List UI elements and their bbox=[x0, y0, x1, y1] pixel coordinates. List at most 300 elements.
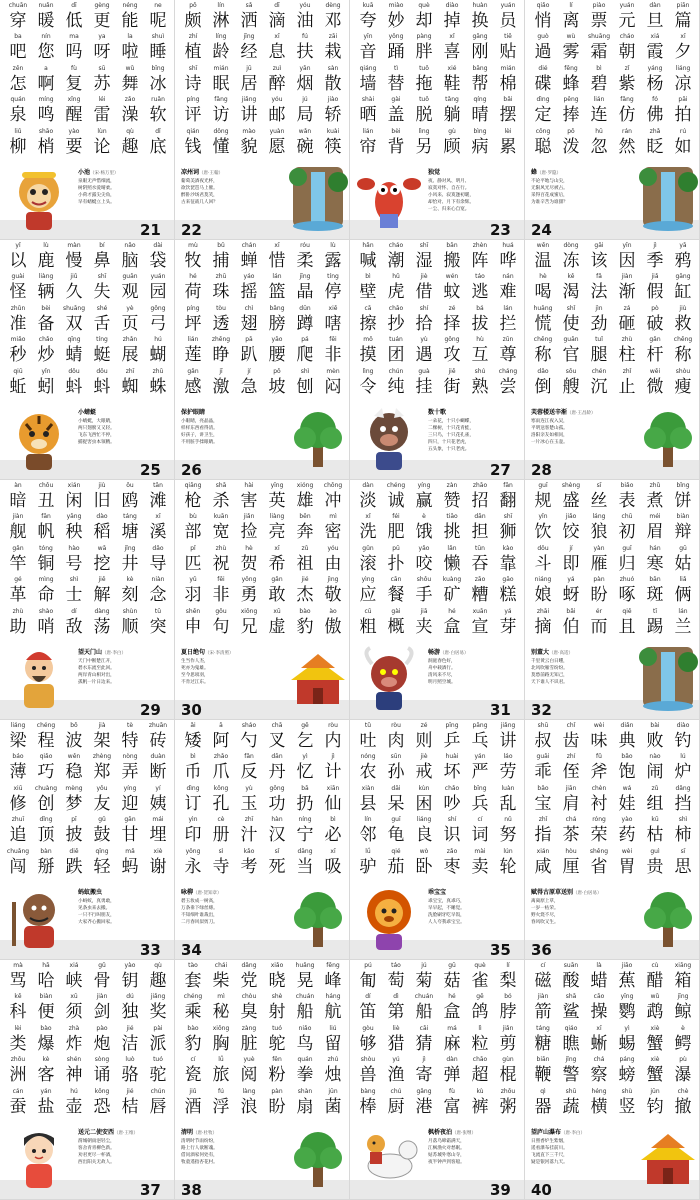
hanzi-character: 遇 bbox=[415, 345, 433, 366]
hanzi-character: 柴 bbox=[212, 971, 230, 991]
hanzi-character: 钓 bbox=[674, 731, 692, 751]
pinyin-label: gǔn bbox=[362, 544, 374, 552]
character-cell bbox=[641, 242, 669, 273]
character-cell bbox=[144, 336, 172, 367]
character-cell bbox=[235, 368, 263, 399]
pinyin-label: sū bbox=[98, 64, 106, 72]
pinyin-label: shuāng bbox=[587, 33, 611, 41]
hanzi-character: 蚜 bbox=[562, 585, 580, 606]
hanzi-character: 浮 bbox=[212, 1096, 230, 1117]
hanzi-character: 择 bbox=[443, 313, 461, 334]
pinyin-label: zhǎo bbox=[213, 753, 229, 761]
pinyin-label: hè bbox=[539, 273, 547, 281]
hanzi-character: 客 bbox=[37, 1065, 55, 1086]
character-cell bbox=[613, 368, 641, 399]
character-cell bbox=[410, 848, 438, 879]
pinyin-label: pò bbox=[651, 304, 659, 312]
boar-illustration bbox=[354, 402, 424, 472]
pinyin-label: yǒu bbox=[96, 784, 108, 792]
character-cell bbox=[557, 65, 585, 96]
pinyin-label: bǎng bbox=[269, 304, 285, 312]
hanzi-character: 却 bbox=[415, 11, 433, 31]
character-cell bbox=[88, 848, 116, 879]
pinyin-label: qiǎo bbox=[536, 2, 550, 9]
hanzi-character: 棍 bbox=[499, 1065, 517, 1086]
character-cell bbox=[144, 305, 172, 336]
pinyin-label: wén bbox=[445, 273, 459, 281]
hanzi-character: 洒 bbox=[240, 11, 258, 31]
character-cell bbox=[60, 753, 88, 784]
pinyin-label: shěng bbox=[589, 847, 609, 855]
character-cell bbox=[263, 1025, 291, 1056]
pinyin-label: dǒng bbox=[213, 127, 229, 135]
pinyin-label: yìng bbox=[361, 576, 375, 584]
pinyin-label: gē bbox=[301, 722, 309, 729]
pinyin-label: bó bbox=[504, 993, 512, 1001]
pinyin-label: shuāng bbox=[62, 304, 86, 312]
pinyin-label: dòng bbox=[563, 242, 579, 249]
hanzi-character: 宣 bbox=[471, 616, 489, 637]
character-cell bbox=[557, 576, 585, 607]
pinyin-label: qiáng bbox=[359, 64, 377, 72]
hanzi-character: 滩 bbox=[149, 491, 167, 511]
pinyin-label: zhōu bbox=[500, 1087, 516, 1095]
hanzi-character: 斧 bbox=[590, 762, 608, 783]
character-cell bbox=[60, 545, 88, 576]
pinyin-label: gé bbox=[14, 576, 22, 584]
pinyin-label: tuǐ bbox=[595, 336, 603, 344]
page-card bbox=[0, 480, 175, 720]
pinyin-label: yán bbox=[474, 753, 486, 761]
pinyin-label: jì bbox=[653, 242, 657, 249]
hanzi-character: 第 bbox=[387, 1002, 405, 1023]
pinyin-label: qīng bbox=[95, 847, 109, 855]
character-cell bbox=[438, 962, 466, 993]
character-cell bbox=[4, 576, 32, 607]
character-cell bbox=[382, 962, 410, 993]
pinyin-label: píng bbox=[186, 304, 200, 312]
pinyin-label: lún bbox=[503, 847, 513, 855]
pinyin-label: bài bbox=[650, 722, 660, 729]
hanzi-character: 蜡 bbox=[590, 971, 608, 991]
pinyin-label: wèi bbox=[621, 847, 633, 855]
hanzi-character: 坪 bbox=[184, 313, 202, 334]
character-cell bbox=[319, 368, 347, 399]
character-cell bbox=[179, 336, 207, 367]
pinyin-label: páng bbox=[619, 1056, 635, 1064]
character-cell bbox=[494, 368, 522, 399]
poem-line: 小蜻蜓，大眼睛， bbox=[78, 419, 115, 424]
hanzi-character: 缸 bbox=[674, 282, 692, 303]
character-cell bbox=[410, 576, 438, 607]
hanzi-character: 严 bbox=[471, 762, 489, 783]
pinyin-label: tiē bbox=[504, 33, 512, 41]
character-cell bbox=[319, 1056, 347, 1087]
character-cell bbox=[207, 576, 235, 607]
character-cell bbox=[466, 753, 494, 784]
pinyin-label: sàn bbox=[327, 64, 339, 72]
pinyin-label: xián bbox=[67, 482, 81, 489]
hanzi-character: 蚓 bbox=[37, 376, 55, 397]
pinyin-label: qì bbox=[540, 1087, 546, 1095]
pinyin-label: piào bbox=[592, 2, 606, 9]
pinyin-label: zàn bbox=[446, 482, 458, 489]
pinyin-label: pāng bbox=[472, 722, 488, 729]
hanzi-character: 哨 bbox=[37, 616, 55, 637]
hanzi-character: 虎 bbox=[387, 282, 405, 303]
hanzi-character: 奔 bbox=[296, 522, 314, 543]
character-cell bbox=[438, 785, 466, 816]
pinyin-label: jiǔ bbox=[189, 1087, 197, 1095]
pinyin-label: shǒu bbox=[416, 576, 432, 584]
pinyin-label: chéng bbox=[36, 722, 56, 729]
character-cell bbox=[32, 96, 60, 127]
pinyin-label: bù bbox=[189, 513, 197, 521]
hanzi-character: 啊 bbox=[37, 73, 55, 94]
character-cell bbox=[291, 1088, 319, 1119]
hanzi-character: 鲨 bbox=[562, 1002, 580, 1023]
hanzi-character: 衬 bbox=[590, 793, 608, 814]
character-cell bbox=[88, 608, 116, 639]
pinyin-label: tíng bbox=[96, 336, 108, 344]
pinyin-label: jié bbox=[126, 1087, 134, 1095]
pinyin-label: tī bbox=[652, 607, 658, 615]
character-cell bbox=[116, 722, 144, 753]
hanzi-character: 因 bbox=[618, 251, 636, 271]
character-cell bbox=[354, 993, 382, 1024]
pinyin-label: ā bbox=[219, 722, 223, 729]
hanzi-character: 鼓 bbox=[93, 825, 111, 846]
pinyin-label: zǎo bbox=[124, 96, 136, 104]
hanzi-character: 兽 bbox=[359, 1065, 377, 1086]
pinyin-label: zǐ bbox=[624, 64, 630, 72]
hanzi-character: 非 bbox=[324, 345, 342, 366]
character-cell bbox=[494, 2, 522, 33]
hanzi-character: 披 bbox=[65, 825, 83, 846]
character-cell bbox=[354, 305, 382, 336]
pinyin-label: jiǎng bbox=[500, 722, 516, 729]
poem-line: 一岁一枯荣。 bbox=[531, 906, 559, 911]
poem-author: （宋·杨万里） bbox=[90, 171, 119, 176]
hanzi-character: 棒 bbox=[359, 1096, 377, 1117]
character-cell bbox=[382, 336, 410, 367]
hanzi-character: 墙 bbox=[359, 73, 377, 94]
character-cell bbox=[207, 1025, 235, 1056]
character-grid bbox=[529, 722, 697, 879]
character-cell bbox=[116, 96, 144, 127]
poem-line: 小荷才露尖尖角， bbox=[78, 193, 115, 198]
pinyin-label: bì bbox=[365, 273, 371, 281]
pinyin-label: zāo bbox=[474, 576, 486, 584]
hanzi-character: 蟹 bbox=[646, 1033, 664, 1054]
character-cell bbox=[354, 1025, 382, 1056]
pinyin-label: suān bbox=[563, 962, 579, 969]
pinyin-label: chuán bbox=[295, 993, 315, 1001]
hanzi-character: 英 bbox=[268, 491, 286, 511]
character-cell bbox=[88, 513, 116, 544]
hanzi-character: 顺 bbox=[121, 616, 139, 637]
pinyin-label: yuàn bbox=[269, 127, 285, 135]
pinyin-label: shāo bbox=[38, 127, 54, 135]
hanzi-character: 钧 bbox=[646, 1096, 664, 1117]
poem-line: 碧水东流至此回。 bbox=[78, 666, 115, 671]
hanzi-character: 怎 bbox=[9, 73, 27, 94]
character-cell bbox=[179, 1025, 207, 1056]
hanzi-character: 病 bbox=[471, 136, 489, 157]
character-cell bbox=[88, 33, 116, 64]
page-number: 29 bbox=[140, 701, 161, 719]
pinyin-label: xiá bbox=[650, 33, 660, 41]
hanzi-character: 刻 bbox=[121, 585, 139, 606]
pinyin-label: qiǎo bbox=[39, 753, 53, 761]
pinyin-label: luàn bbox=[501, 784, 515, 792]
hanzi-character: 修 bbox=[9, 793, 27, 814]
character-cell bbox=[319, 273, 347, 304]
pinyin-label: mìng bbox=[38, 576, 54, 584]
hanzi-character: 乞 bbox=[296, 731, 314, 751]
hanzi-character: 困 bbox=[415, 793, 433, 814]
character-cell bbox=[410, 242, 438, 273]
character-cell bbox=[116, 128, 144, 159]
hanzi-character: 杀 bbox=[212, 491, 230, 511]
hanzi-character: 驴 bbox=[359, 856, 377, 877]
pinyin-label: dàn bbox=[362, 482, 374, 489]
pinyin-label: gǔ bbox=[98, 816, 106, 824]
pinyin-label: yán bbox=[40, 1087, 52, 1095]
hanzi-character: 表 bbox=[618, 491, 636, 511]
hanzi-character: 法 bbox=[590, 282, 608, 303]
character-cell bbox=[466, 65, 494, 96]
pinyin-label: shǐ bbox=[566, 304, 576, 312]
pinyin-label: dàn bbox=[649, 2, 661, 9]
pinyin-label: chǎo bbox=[444, 784, 460, 792]
hanzi-character: 冰 bbox=[149, 73, 167, 94]
pinyin-label: cān bbox=[390, 576, 402, 584]
character-cell bbox=[438, 722, 466, 753]
poem-title: 枫桥夜泊（唐·张继） bbox=[428, 1129, 476, 1136]
pinyin-label: jiā bbox=[420, 607, 428, 615]
pinyin-label: jǐng bbox=[565, 1056, 577, 1064]
hanzi-character: 挂 bbox=[415, 376, 433, 397]
character-cell bbox=[235, 816, 263, 847]
pinyin-label: tào bbox=[188, 962, 198, 969]
monkey-illustration bbox=[4, 162, 74, 232]
hanzi-character: 摇 bbox=[240, 282, 258, 303]
character-cell bbox=[354, 753, 382, 784]
character-cell bbox=[291, 722, 319, 753]
poem-line: 西出阳关无故人。 bbox=[78, 1160, 115, 1165]
pinyin-label: pàng bbox=[416, 33, 432, 41]
pinyin-label: xǐ bbox=[449, 33, 455, 41]
pinyin-label: diào bbox=[676, 722, 690, 729]
pinyin-label: xī bbox=[596, 1024, 602, 1032]
character-cell bbox=[4, 2, 32, 33]
hanzi-character: 饱 bbox=[618, 762, 636, 783]
page-number: 36 bbox=[531, 941, 552, 959]
hanzi-character: 蚊 bbox=[443, 282, 461, 303]
pinyin-label: hè bbox=[245, 544, 253, 552]
character-cell bbox=[529, 513, 557, 544]
hanzi-character: 嗐 bbox=[324, 313, 342, 334]
pinyin-label: tū bbox=[154, 607, 162, 615]
pinyin-label: liú bbox=[329, 1024, 337, 1032]
hanzi-character: 粒 bbox=[471, 1033, 489, 1054]
character-cell bbox=[354, 576, 382, 607]
character-cell bbox=[529, 722, 557, 753]
hanzi-character: 论 bbox=[93, 136, 111, 157]
character-cell bbox=[529, 753, 557, 784]
waterfall-illustration bbox=[633, 162, 700, 232]
page-card bbox=[525, 240, 700, 480]
character-cell bbox=[207, 368, 235, 399]
character-cell bbox=[32, 273, 60, 304]
hanzi-character: 凉 bbox=[674, 73, 692, 94]
character-cell bbox=[466, 545, 494, 576]
character-cell bbox=[60, 608, 88, 639]
character-cell bbox=[438, 368, 466, 399]
character-cell bbox=[354, 242, 382, 273]
page-number: 34 bbox=[181, 941, 202, 959]
character-cell bbox=[60, 2, 88, 33]
hanzi-character: 典 bbox=[618, 731, 636, 751]
page-number: 22 bbox=[181, 221, 202, 239]
hanzi-character: 挑 bbox=[443, 522, 461, 543]
character-cell bbox=[410, 336, 438, 367]
hanzi-character: 蜓 bbox=[93, 345, 111, 366]
pinyin-label: shū bbox=[537, 722, 549, 729]
character-cell bbox=[438, 128, 466, 159]
pinyin-label: mián bbox=[500, 64, 516, 72]
pinyin-label: qīng bbox=[67, 336, 81, 344]
character-cell bbox=[354, 2, 382, 33]
poem-line: 月落乌啼霜满天， bbox=[428, 1139, 465, 1144]
hanzi-character: 敢 bbox=[268, 585, 286, 606]
pinyin-label: qíng bbox=[473, 96, 487, 104]
hanzi-character: 感 bbox=[184, 376, 202, 397]
character-cell bbox=[179, 545, 207, 576]
character-cell bbox=[669, 848, 697, 879]
pinyin-label: zhǔn bbox=[10, 304, 26, 312]
character-cell bbox=[410, 1088, 438, 1119]
hanzi-character: 驼 bbox=[149, 1065, 167, 1086]
hanzi-character: 拔 bbox=[471, 313, 489, 334]
hanzi-character: 眉 bbox=[646, 522, 664, 543]
character-cell bbox=[207, 273, 235, 304]
hanzi-character: 突 bbox=[149, 616, 167, 637]
pinyin-label: gū bbox=[448, 962, 456, 969]
pinyin-label: pā bbox=[245, 336, 253, 344]
character-cell bbox=[291, 242, 319, 273]
pinyin-label: cháng bbox=[498, 367, 518, 375]
character-cell bbox=[382, 1025, 410, 1056]
character-cell bbox=[207, 785, 235, 816]
pinyin-label: lián bbox=[362, 127, 374, 135]
character-cell bbox=[32, 545, 60, 576]
hanzi-character: 摆 bbox=[499, 105, 517, 126]
hanzi-character: 潮 bbox=[387, 251, 405, 271]
pinyin-label: dàng bbox=[94, 607, 110, 615]
pinyin-label: shí bbox=[447, 816, 457, 824]
hanzi-character: 乱 bbox=[499, 793, 517, 814]
character-cell bbox=[494, 848, 522, 879]
pinyin-label: huá bbox=[502, 242, 514, 249]
pinyin-label: zàng bbox=[241, 1024, 257, 1032]
character-cell bbox=[263, 993, 291, 1024]
poem-author: （唐·贺知章） bbox=[193, 891, 222, 896]
pinyin-label: yā bbox=[679, 242, 687, 249]
hanzi-character: 肉 bbox=[387, 731, 405, 751]
hanzi-character: 辆 bbox=[37, 282, 55, 303]
pinyin-label: tíng bbox=[327, 273, 339, 281]
character-cell bbox=[466, 513, 494, 544]
poem-line: 树阴照水爱晴柔。 bbox=[78, 186, 115, 191]
hanzi-character: 瘦 bbox=[674, 376, 692, 397]
pinyin-label: hú bbox=[70, 1087, 78, 1095]
pinyin-label: xiōng bbox=[212, 1024, 230, 1032]
pinyin-label: biàn bbox=[676, 513, 690, 521]
character-cell bbox=[88, 65, 116, 96]
pinyin-label: chén bbox=[591, 367, 607, 375]
hanzi-character: 豹 bbox=[184, 1033, 202, 1054]
character-cell bbox=[88, 273, 116, 304]
character-cell bbox=[494, 1056, 522, 1087]
pinyin-label: yú bbox=[392, 1056, 400, 1064]
character-grid bbox=[354, 722, 522, 879]
hanzi-character: 汁 bbox=[240, 825, 258, 846]
palace-illustration bbox=[633, 1122, 700, 1192]
poem-line: 不用脏手揉眼睛。 bbox=[181, 440, 218, 445]
pinyin-label: tè bbox=[126, 722, 134, 729]
hanzi-character: 轻 bbox=[93, 856, 111, 877]
pinyin-label: shòu bbox=[675, 367, 691, 375]
pinyin-label: dào bbox=[96, 513, 108, 521]
hanzi-character: 柳 bbox=[9, 136, 27, 157]
character-cell bbox=[263, 816, 291, 847]
poem-title: 赋得古原草送别（唐·白居易） bbox=[531, 889, 602, 896]
pinyin-label: yá bbox=[567, 576, 575, 584]
character-cell bbox=[529, 273, 557, 304]
poem-line: 天门中断楚江开， bbox=[78, 659, 115, 664]
character-cell bbox=[529, 993, 557, 1024]
character-cell bbox=[116, 848, 144, 879]
hanzi-character: 紫 bbox=[618, 73, 636, 94]
pinyin-label: jià bbox=[98, 722, 106, 729]
character-cell bbox=[88, 722, 116, 753]
character-cell bbox=[438, 576, 466, 607]
hanzi-character: 旧 bbox=[93, 491, 111, 511]
page-card bbox=[350, 0, 525, 240]
character-cell bbox=[4, 96, 32, 127]
pinyin-label: gōng bbox=[444, 336, 460, 344]
hanzi-character: 粗 bbox=[359, 616, 377, 637]
pinyin-label: liáng bbox=[675, 64, 691, 72]
poem-author: （唐·王昌龄） bbox=[567, 411, 596, 416]
poem-line: 早早起，不睡觉。 bbox=[428, 906, 465, 911]
hanzi-character: 過 bbox=[534, 42, 552, 63]
pinyin-label: a bbox=[44, 64, 48, 72]
pinyin-label: nóng bbox=[360, 753, 376, 761]
pinyin-label: gāi bbox=[594, 242, 604, 249]
character-cell bbox=[319, 1088, 347, 1119]
character-cell bbox=[32, 962, 60, 993]
hanzi-character: 雀 bbox=[471, 971, 489, 991]
pinyin-label: dāng bbox=[297, 847, 313, 855]
pinyin-label: cū bbox=[364, 607, 372, 615]
character-cell bbox=[263, 785, 291, 816]
hanzi-character: 孔 bbox=[212, 793, 230, 814]
character-cell bbox=[179, 242, 207, 273]
hanzi-character: 捡 bbox=[240, 522, 258, 543]
